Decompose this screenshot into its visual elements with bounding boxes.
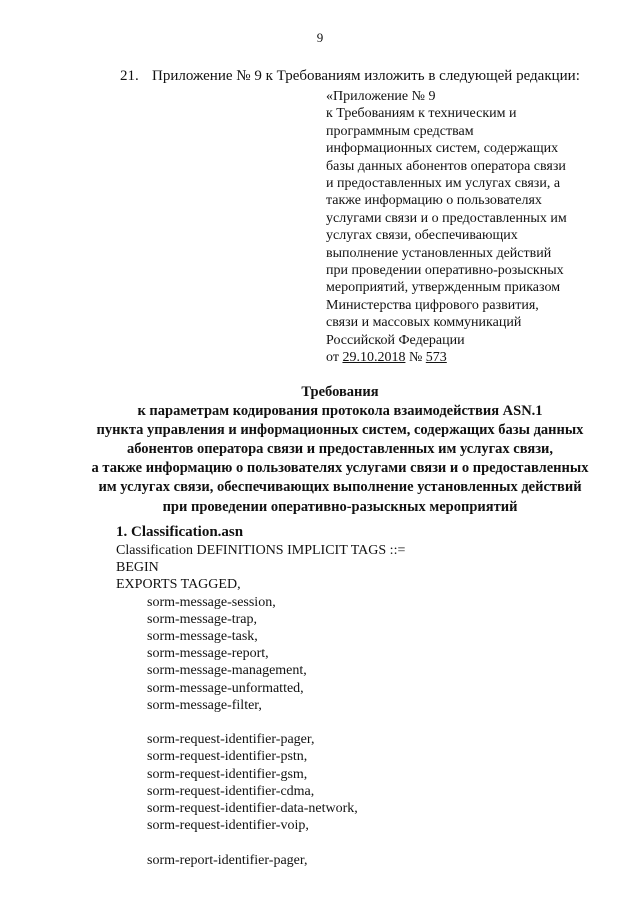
document-heading xyxy=(60,383,620,517)
number-sign: № xyxy=(408,350,423,366)
appendix-line: также информацию о пользователях xyxy=(326,193,542,209)
appendix-line: услугах связи, обеспечивающих xyxy=(326,228,518,244)
appendix-line: мероприятий, утвержденным приказом xyxy=(326,280,561,296)
section-title: 1. Classification.asn xyxy=(116,524,244,540)
code-line: sorm-report-identifier-pager, xyxy=(147,852,308,868)
appendix-line: Министерства цифрового развития, xyxy=(326,297,539,313)
code-line: sorm-request-identifier-voip, xyxy=(147,818,309,834)
appendix-line: и предоставленных им услугах связи, а xyxy=(326,176,561,192)
order-number: 573 xyxy=(425,350,447,366)
order-date: 29.10.2018 xyxy=(342,350,406,366)
blank-line xyxy=(116,714,405,731)
heading-line: к параметрам кодирования протокола взаимодействия ASN.1 xyxy=(137,403,543,420)
code-line: sorm-request-identifier-data-network, xyxy=(147,801,358,817)
blank-line xyxy=(116,834,405,851)
heading-title: Требования xyxy=(301,384,379,400)
code-line: sorm-request-identifier-pstn, xyxy=(147,749,308,765)
page-number: 9 xyxy=(316,30,324,45)
date-prefix: от xyxy=(326,350,339,366)
code-line: BEGIN xyxy=(116,560,159,576)
appendix-line: информационных систем, содержащих xyxy=(326,141,559,157)
code-line: sorm-message-filter, xyxy=(147,697,262,713)
appendix-block xyxy=(326,88,626,367)
heading-line: абонентов оператора связи и предоставленных им услугах связи, xyxy=(126,441,554,458)
heading-line: пункта управления и информационных систем, содержащих базы данных xyxy=(96,422,584,439)
code-line: sorm-request-identifier-gsm, xyxy=(147,766,308,782)
item-text: Приложение № 9 к Требованиям изложить в следующей редакции: xyxy=(152,68,580,84)
appendix-line: к Требованиям к техническим и xyxy=(326,106,517,122)
appendix-line: при проведении оперативно-розыскных xyxy=(326,263,564,279)
appendix-line: программным средствам xyxy=(326,123,474,139)
heading-line: им услугах связи, обеспечивающих выполнение установленных действий xyxy=(98,479,582,496)
appendix-line: связи и массовых коммуникаций xyxy=(326,315,522,331)
code-line: sorm-message-report, xyxy=(147,646,269,662)
code-line: sorm-message-unformatted, xyxy=(147,680,304,696)
code-line: sorm-message-session, xyxy=(147,594,276,610)
code-line: sorm-request-identifier-pager, xyxy=(147,732,315,748)
asn-code-block xyxy=(116,542,405,869)
appendix-line: Российской Федерации xyxy=(326,332,465,348)
appendix-line: базы данных абонентов оператора связи xyxy=(326,158,566,174)
appendix-line: выполнение установленных действий xyxy=(326,245,552,261)
item-number: 21. xyxy=(120,68,139,84)
code-line: sorm-message-task, xyxy=(147,629,258,645)
code-line: sorm-message-trap, xyxy=(147,611,258,627)
heading-line: а также информацию о пользователях услугами связи и о предоставленных xyxy=(91,460,589,477)
amendment-item xyxy=(120,68,580,85)
appendix-date-line xyxy=(326,349,626,366)
appendix-line: услугами связи и о предоставленных им xyxy=(326,210,567,226)
code-line: sorm-message-management, xyxy=(147,663,307,679)
code-line: Classification DEFINITIONS IMPLICIT TAGS ::= xyxy=(116,543,406,558)
appendix-line: «Приложение № 9 xyxy=(326,89,436,104)
heading-line: при проведении оперативно-разыскных мероприятий xyxy=(162,498,518,515)
code-line: sorm-request-identifier-cdma, xyxy=(147,783,315,799)
code-line: EXPORTS TAGGED, xyxy=(116,577,241,593)
